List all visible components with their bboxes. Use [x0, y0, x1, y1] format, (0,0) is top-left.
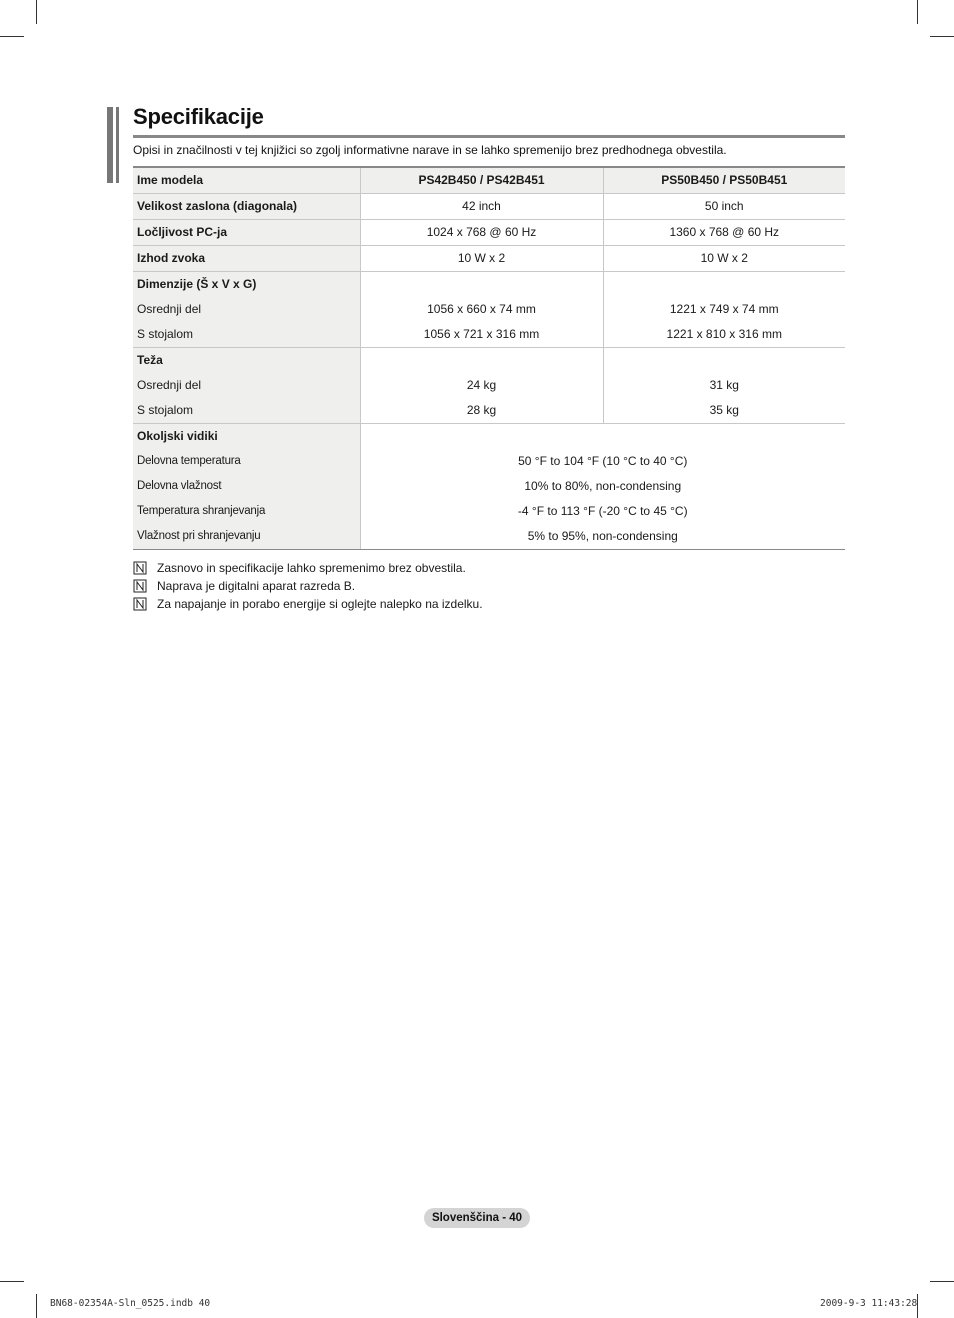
- op-hum-value: 10% to 80%, non-condensing: [524, 479, 682, 493]
- cell-screen-size-b: 50 inch: [603, 194, 845, 220]
- note-icon: [133, 597, 147, 611]
- table-row: [133, 246, 845, 272]
- cell-environment: [360, 424, 845, 550]
- st-hum-label: Vlažnost pri shranjevanju: [137, 530, 261, 542]
- dimensions-b-body: 1221 x 749 x 74 mm: [669, 302, 779, 316]
- cell-dimensions-b: [603, 272, 845, 348]
- table-header-row: [133, 167, 845, 194]
- crop-mark: [917, 0, 918, 24]
- weight-label: Teža: [137, 353, 163, 367]
- note-icon: [133, 561, 147, 575]
- dimensions-stand-label: S stojalom: [137, 327, 194, 341]
- row-label-pc-resolution: Ločljivost PC-ja: [133, 220, 360, 246]
- op-temp-value: 50 °F to 104 °F (10 °C to 40 °C): [518, 454, 688, 468]
- st-hum-value: 5% to 95%, non-condensing: [527, 529, 678, 543]
- list-item: [133, 559, 483, 577]
- dimensions-label: Dimenzije (Š x V x G): [137, 277, 257, 291]
- page-title: Specifikacije: [133, 104, 264, 129]
- weight-b-body: 31 kg: [709, 378, 739, 392]
- row-label-weight: [133, 348, 360, 424]
- cell-screen-size-a: 42 inch: [360, 194, 603, 220]
- row-label-environment: [133, 424, 360, 550]
- dimensions-a-body: 1056 x 660 x 74 mm: [427, 302, 536, 316]
- list-item: [133, 595, 483, 613]
- title-rule: [133, 135, 845, 138]
- weight-a-stand: 28 kg: [466, 403, 497, 417]
- dimensions-b-stand: 1221 x 810 x 316 mm: [666, 327, 782, 341]
- cell-dimensions-a: [360, 272, 603, 348]
- dimensions-a-stand: 1056 x 721 x 316 mm: [423, 327, 540, 341]
- row-label-sound-output: Izhod zvoka: [133, 246, 360, 272]
- note-text: Zasnovo in specifikacije lahko spremenimo brez obvestila.: [157, 561, 466, 575]
- op-temp-label: Delovna temperatura: [137, 455, 241, 467]
- table-row: [133, 272, 845, 348]
- note-text: Za napajanje in porabo energije si oglejte nalepko na izdelku.: [157, 597, 483, 611]
- crop-mark: [36, 0, 37, 24]
- header-model-b: PS50B450 / PS50B451: [603, 167, 845, 194]
- table-row: [133, 424, 845, 550]
- cell-weight-a: [360, 348, 603, 424]
- op-hum-label: Delovna vlažnost: [137, 480, 222, 492]
- cell-weight-b: [603, 348, 845, 424]
- environment-label: Okoljski vidiki: [137, 429, 218, 443]
- weight-b-stand: 35 kg: [709, 403, 739, 417]
- note-text: Naprava je digitalni aparat razreda B.: [157, 579, 356, 593]
- crop-mark: [930, 36, 954, 37]
- row-label-screen-size: Velikost zaslona (diagonala): [133, 194, 360, 220]
- dimensions-body-label: Osrednji del: [137, 302, 202, 316]
- header-label: Ime modela: [133, 167, 360, 194]
- notes-list: [133, 559, 483, 613]
- note-icon: [133, 579, 147, 593]
- crop-mark: [930, 1281, 954, 1282]
- cell-pc-resolution-b: 1360 x 768 @ 60 Hz: [603, 220, 845, 246]
- crop-mark: [0, 1281, 24, 1282]
- st-temp-value: -4 °F to 113 °F (-20 °C to 45 °C): [517, 504, 688, 518]
- page-number-badge: Slovenščina - 40: [424, 1208, 530, 1228]
- weight-stand-label: S stojalom: [137, 403, 194, 417]
- table-row: [133, 194, 845, 220]
- crop-mark: [36, 1294, 37, 1318]
- print-slug-date: 2009-9-3 11:43:28: [820, 1298, 918, 1309]
- cell-sound-output-a: 10 W x 2: [360, 246, 603, 272]
- row-label-dimensions: [133, 272, 360, 348]
- weight-body-label: Osrednji del: [137, 378, 202, 392]
- table-row: [133, 348, 845, 424]
- weight-a-body: 24 kg: [466, 378, 497, 392]
- st-temp-label: Temperatura shranjevanja: [137, 505, 266, 517]
- intro-text: Opisi in značilnosti v tej knjižici so zgolj informativne narave in se lahko spremenijo brez predhodnega obvestila.: [133, 143, 727, 157]
- cell-sound-output-b: 10 W x 2: [603, 246, 845, 272]
- table-row: [133, 220, 845, 246]
- cell-pc-resolution-a: 1024 x 768 @ 60 Hz: [360, 220, 603, 246]
- print-slug-file: BN68-02354A-Sln_0525.indb 40: [50, 1298, 211, 1309]
- spec-table: [133, 166, 845, 550]
- list-item: [133, 577, 483, 595]
- header-model-a: PS42B450 / PS42B451: [360, 167, 603, 194]
- crop-mark: [0, 36, 24, 37]
